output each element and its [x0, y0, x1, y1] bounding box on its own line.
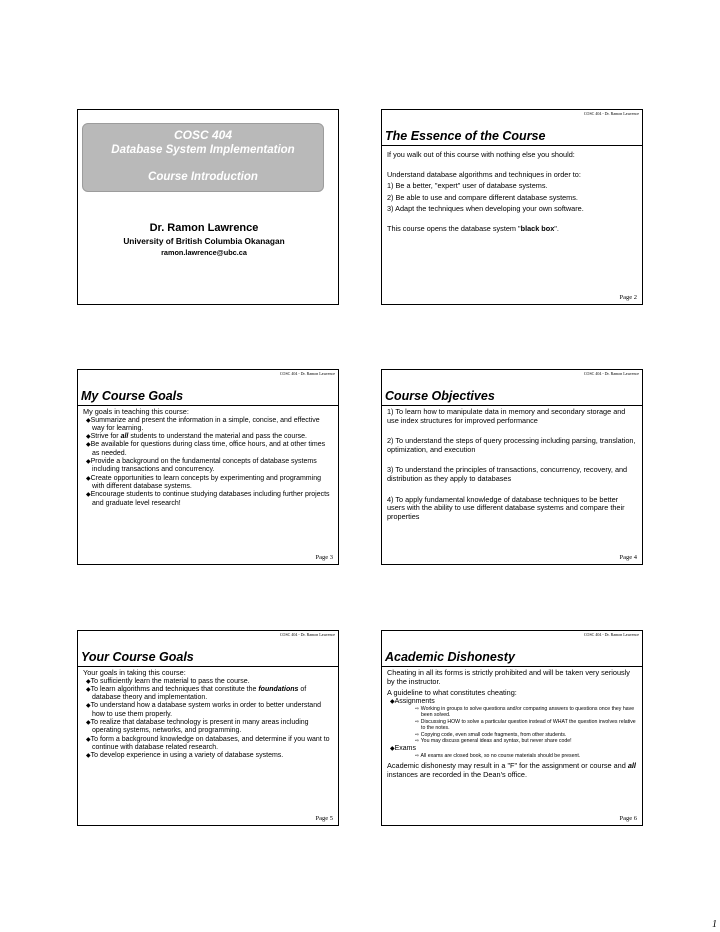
course-subtitle: Course Introduction: [148, 171, 258, 183]
slide-5: [77, 630, 339, 826]
objective-item: 3) To understand the principles of transactions, concurrency, recovery, and distribution as they apply to databases: [387, 465, 628, 483]
list-item: 1) Be a better, "expert" user of database systems.: [387, 181, 548, 191]
intro-text: Your goals in taking this course:: [83, 668, 186, 677]
page-label: Page 6: [619, 815, 637, 822]
bullet-item: ◆Create opportunities to learn concepts by experimenting and programming with different database systems.: [86, 474, 321, 490]
bullet-text: Summarize and present the information in a simple, concise, and effective way for learning.: [90, 416, 320, 432]
title-divider: [78, 405, 338, 406]
slide-title: The Essence of the Course: [385, 129, 546, 143]
author-email: ramon.lawrence@ubc.ca: [161, 248, 247, 257]
author-name: Dr. Ramon Lawrence: [149, 222, 259, 234]
bullet-text: Assignments: [394, 697, 435, 705]
page-label: Page 4: [619, 554, 637, 561]
slide-header: COSC 404 - Dr. Ramon Lawrence: [279, 632, 335, 637]
slide-header: COSC 404 - Dr. Ramon Lawrence: [279, 371, 335, 376]
bullet-item: ◆Summarize and present the information in a simple, concise, and effective way for learning.: [86, 416, 320, 432]
paragraph: Cheating in all its forms is strictly prohibited and will be taken very seriously by the instructor.: [387, 668, 630, 686]
title-divider: [382, 405, 642, 406]
objective-item: 2) To understand the steps of query processing including parsing, translation, optimization, and execution: [387, 436, 636, 454]
slide-header: COSC 404 - Dr. Ramon Lawrence: [583, 371, 639, 376]
bullet-text: Exams: [394, 744, 417, 752]
slide-body: [387, 148, 636, 234]
bullet-item: ◆To sufficiently learn the material to pass the course.: [86, 677, 250, 685]
closing-text: [387, 762, 636, 779]
bullet-text: To realize that database technology is present in many areas including operating systems, networks, and programming.: [90, 719, 309, 735]
page-label: Page 3: [315, 554, 333, 561]
slide-1: [77, 109, 339, 305]
bullet-text: To understand how a database system works in order to better understand how to use them properly.: [90, 702, 321, 718]
slide-body: [387, 408, 636, 521]
title-divider: [78, 666, 338, 667]
bullet-item: ◆Provide a background on the fundamental concepts of database systems including transactions and concurrency.: [86, 458, 317, 474]
bullet-text: Provide a background on the fundamental concepts of database systems including transactions and concurrency.: [90, 458, 317, 474]
bullet-text: To develop experience in using a variety of database systems.: [90, 752, 284, 760]
slide-title: Course Objectives: [385, 389, 495, 403]
sub-bullet-item: ⇨ Copying code, even small code fragments, from other students.: [415, 731, 567, 738]
sub-bullet-text: Working in groups to solve questions and/or comparing answers to questions once they have been solved.: [420, 706, 635, 719]
intro-text: If you walk out of this course with nothing else you should:: [387, 150, 575, 159]
paragraph: A guideline to what constitutes cheating:: [387, 688, 517, 698]
list-item: 3) Adapt the techniques when developing your own software.: [387, 204, 584, 214]
slide-body: [83, 408, 332, 508]
page-label: Page 5: [315, 815, 333, 822]
sub-bullet-item: ⇨ You may discuss general ideas and syntax, but never share code!: [415, 738, 572, 745]
page-label: Page 2: [619, 294, 637, 301]
bullet-item: ◆Strive for all students to understand the material and pass the course.: [86, 433, 307, 441]
title-divider: [382, 145, 642, 146]
bullet-item: ◆Assignments: [390, 697, 435, 705]
closing-post: ".: [554, 223, 559, 233]
title-box: [82, 123, 324, 192]
page-number: 1: [712, 919, 717, 930]
slide-title: Academic Dishonesty: [385, 650, 515, 664]
slide-3: [77, 369, 339, 565]
closing-pre: This course opens the database system ": [387, 223, 521, 233]
sub-bullet-text: All exams are closed book, so no course materials should be present.: [420, 752, 581, 759]
bullet-item: ◆To realize that database technology is present in many areas including operating systems, networks, and programming.: [86, 719, 309, 735]
university-name: University of British Columbia Okanagan: [123, 236, 285, 246]
slide-2: [381, 109, 643, 305]
closing-bold: black box: [520, 223, 555, 233]
intro-text: My goals in teaching this course:: [83, 407, 189, 416]
bullet-text: Encourage students to continue studying databases including further projects and graduate level research!: [90, 491, 330, 507]
slide-body: [83, 669, 332, 761]
sub-bullet-item: ⇨ Working in groups to solve questions and/or comparing answers to questions once they have been solved.: [415, 706, 635, 719]
bullet-item: ◆To learn algorithms and techniques that constitute the foundations of database theory and implementation.: [86, 685, 307, 702]
closing-text: [387, 225, 636, 234]
sub-bullet-text: Discussing HOW to solve a particular question instead of WHAT the question involves relative to the notes.: [420, 718, 636, 732]
slide-body: [387, 669, 636, 779]
closing-pre: Academic dishonesty may result in a "F" for the assignment or course and: [387, 761, 628, 771]
bullet-text: Create opportunities to learn concepts by experimenting and programming with different database systems.: [90, 474, 321, 490]
closing-bold: all: [627, 761, 636, 771]
slide-header: COSC 404 - Dr. Ramon Lawrence: [583, 632, 639, 637]
bullet-item: ◆To develop experience in using a variety of database systems.: [86, 752, 284, 760]
slide-header: COSC 404 - Dr. Ramon Lawrence: [583, 111, 639, 116]
list-item: 2) Be able to use and compare different database systems.: [387, 192, 578, 202]
sub-bullet-item: ⇨ Discussing HOW to solve a particular question instead of WHAT the question involves relative to the notes.: [415, 718, 636, 732]
bullet-item: ◆Be available for questions during class time, office hours, and at other times as needed.: [86, 441, 326, 457]
sub-bullet-item: ⇨ All exams are closed book, so no course materials should be present.: [415, 752, 581, 759]
bullet-item: ◆To form a background knowledge on databases, and determine if you want to continue with database related research.: [86, 735, 330, 751]
slide-title: Your Course Goals: [81, 650, 194, 664]
bullet-item: ◆Encourage students to continue studying databases including further projects and graduate level research!: [86, 491, 330, 507]
lead-text: Understand database algorithms and techniques in order to:: [387, 169, 581, 179]
closing-post: instances are recorded in the Dean's office.: [387, 769, 527, 779]
bullet-item: ◆To understand how a database system works in order to better understand how to use them properly.: [86, 702, 321, 718]
title-divider: [382, 666, 642, 667]
slide-6: [381, 630, 643, 826]
course-code: COSC 404: [173, 128, 233, 142]
bullet-text: To sufficiently learn the material to pass the course.: [90, 677, 250, 685]
bullet-text: Be available for questions during class time, office hours, and at other times as needed.: [90, 441, 326, 457]
objective-item: 1) To learn how to manipulate data in memory and secondary storage and use index structures for improved performance: [387, 407, 626, 425]
slide-title: My Course Goals: [81, 389, 184, 403]
course-name: Database System Implementation: [111, 144, 295, 156]
sub-bullet-text: Copying code, even small code fragments, from other students.: [420, 731, 567, 738]
slide-4: [381, 369, 643, 565]
bullet-item: ◆Exams: [390, 744, 417, 752]
bullet-text: To form a background knowledge on databases, and determine if you want to continue with database related research.: [90, 735, 330, 751]
sub-bullet-text: You may discuss general ideas and syntax, but never share code!: [420, 738, 572, 745]
objective-item: 4) To apply fundamental knowledge of database techniques to be better users with the ability to use different database systems and compare their properties: [387, 494, 625, 521]
